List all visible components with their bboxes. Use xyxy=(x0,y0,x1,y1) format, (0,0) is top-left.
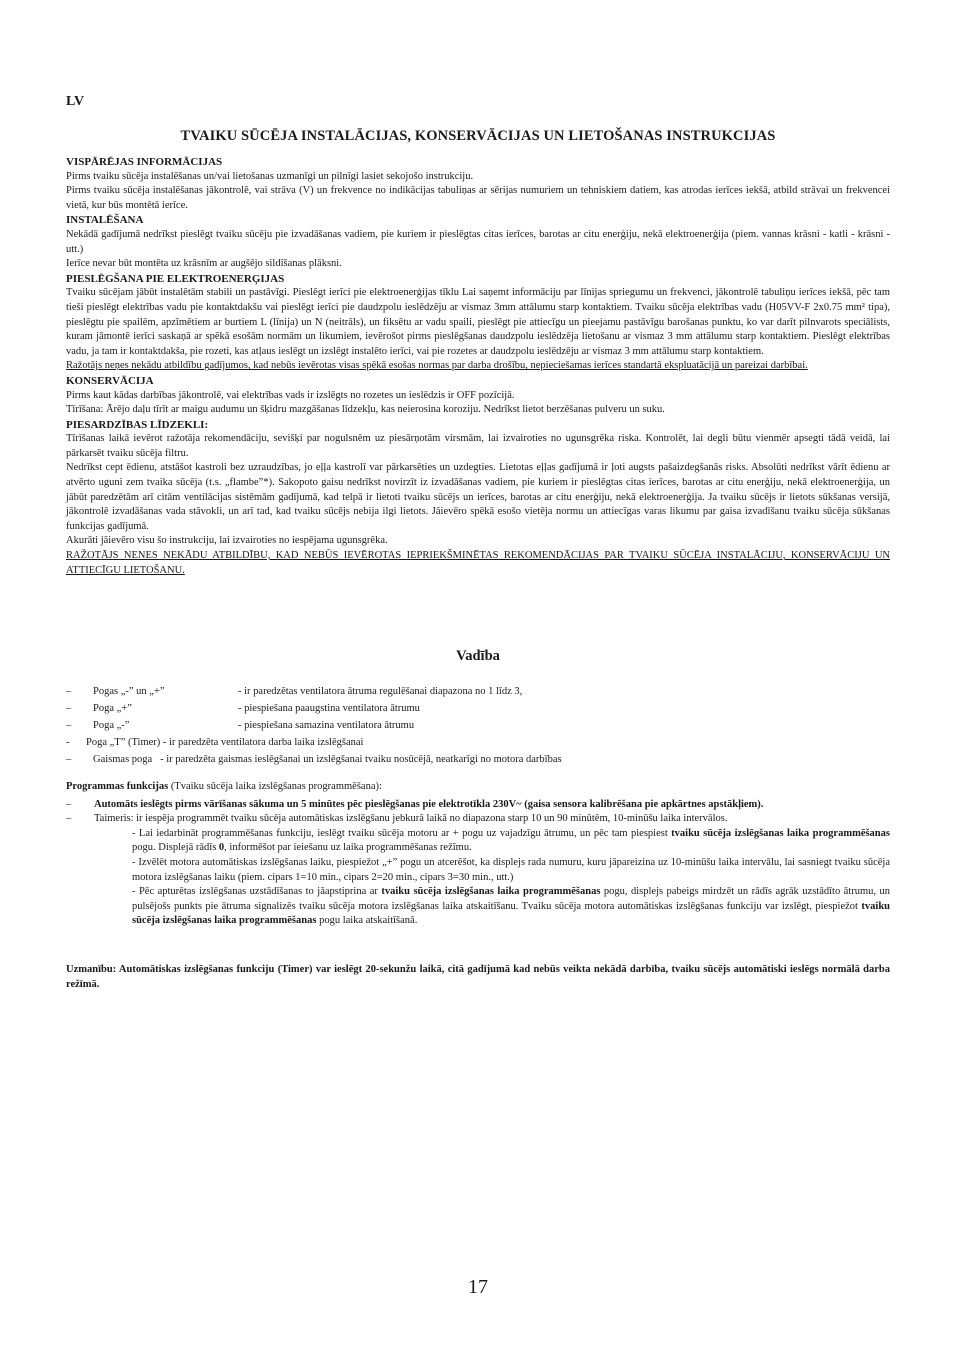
program-functions xyxy=(66,780,890,929)
list-item xyxy=(66,683,890,700)
auto-mode-text: Automāts ieslēgts pirms vārīšanas sākuma un 5 minūtes pēc pieslēgšanas pie elektrotīkla 230V~ (gaisa sensora kalibrēšana pie apkārtnes apstākļiem). xyxy=(94,798,764,810)
language-code: LV xyxy=(66,94,85,109)
dash-bullet: – xyxy=(66,798,72,810)
list-item xyxy=(66,700,890,717)
instructions-body xyxy=(66,155,890,578)
paragraph: Tīrīšanas laikā ievērot ražotāja rekomendāciju, sevišķi par nogulsnēm uz piesārņotām virsmām, lai izvairoties no ugunsgrēka riska. Kontrolēt, lai degli būtu vienmēr apsegti tādā veidā, lai pārkarsēt tvaiku sūcēja filtru. xyxy=(66,433,890,459)
dash-bullet: – xyxy=(66,703,72,714)
section-heading-safety: PIESARDZĪBAS LĪDZEKLI: xyxy=(66,418,209,431)
dash-bullet: – xyxy=(66,686,72,697)
control-label: Gaismas poga xyxy=(93,754,153,765)
controls-title: Vadība xyxy=(456,648,500,664)
section-heading-conservation: KONSERVĀCIJA xyxy=(66,374,154,387)
paragraph: Tīrīšana: Ārējo daļu tīrīt ar maigu audumu un šķidru mazgāšanas līdzekļu, kas neierosina koroziju. Nedrīkst lietot berzēšanas pulveru un suku. xyxy=(66,404,665,416)
list-item xyxy=(66,717,890,734)
list-item xyxy=(66,751,890,768)
paragraph: Akurāti jāievēro visu šo instrukciju, lai izvairoties no iespējama ugunsgrēka. xyxy=(66,535,388,547)
document-title: TVAIKU SŪCĒJA INSTALĀCIJAS, KONSERVĀCIJAS UN LIETOŠANAS INSTRUKCIJAS xyxy=(180,128,776,144)
paragraph: Pirms tvaiku sūcēja instalēšanas jākontrolē, vai strāva (V) un frekvence no indikācijas tabuliņas ar sērijas numuriem un tehniskiem datiem, kas atrodas ierīces iekšā, atbild strāvai un frekvencei vietā, kur būs montētā ierīce. xyxy=(66,185,890,211)
paragraph: Pirms kaut kādas darbības jākontrolē, vai elektrības vads ir izslēgts no rozetes un ieslēdzis ir OFF pozīcijā. xyxy=(66,389,515,401)
dash-bullet: – xyxy=(66,720,72,731)
control-label: Poga „T” (Timer) xyxy=(86,737,161,748)
program-heading-bold: Programmas funkcijas xyxy=(66,781,169,792)
list-item xyxy=(66,734,890,751)
paragraph: Nedrīkst cept ēdienu, atstāšot kastroli bez uzraudzības, jo eļļa kastrolī var pārkarsēties un uzdegties. Lietotas eļļas gadījumā ir ļoti augsts pašaizdegšanās risks. Absolūti nedrīkst vārīt ēdienu ar atvērto uguni zem tvaika sūcēja (t.s. „flambe”*). Sakopoto gaisu nedrīkst novirzīt iz izvadāšanas vadiem, pie kuriem ir pieslēgtas citas ierīces, barotas ar citu enerģiju, nekā elektroenerģija, un jābūt paredzētām arī citām ventilācijas sistēmām gadījumā, kad telpā ir lietoti tvaiku sūcējs un ierīces, barotas ar citu enerģiju, nekā elektroenerģija. Ja tvaiku sūcējs ir lietots sūkšanas versijā, jākontrolē izvadāšanas vada stāvokli, un arī tad, kad tvaiku sūcējs nebija ilgi lietots. Jāievēro spēkā esošo vietēja normu un attiecīgas varas likumu par gaisa izvadīšanu tvaiku sūcēja sūkšanas funkcijas gadījumā. xyxy=(66,462,890,532)
control-description: - ir paredzēta gaismas ieslēgšanai un izslēgšanai tvaiku nosūcējā, neatkarīgi no motora darbības xyxy=(160,754,562,765)
control-description: - ir paredzēta ventilatora darba laika izslēgšanai xyxy=(162,737,364,748)
paragraph: Ierīce nevar būt montēta uz krāsnīm ar augšējo sildīšanas plāksni. xyxy=(66,258,342,270)
control-description: - ir paredzētas ventilatora ātruma regulēšanai diapazona no 1 līdz 3, xyxy=(238,686,523,697)
control-label: Pogas „-” un „+” xyxy=(93,686,165,697)
program-heading xyxy=(66,780,890,795)
page-number: 17 xyxy=(468,1276,488,1298)
section-heading-install: INSTALĒŠANA xyxy=(66,214,144,227)
paragraph: Nekādā gadījumā nedrīkst pieslēgt tvaiku sūcēju pie izvadāšanas vadiem, pie kuriem ir pieslēgtas citas ierīces, barotas ar citu enerģiju, nekā elektroenerģija (piem. vannas krāsni - katli - krāsni - utt.) xyxy=(66,228,890,255)
list-item xyxy=(66,798,890,813)
section-heading-electric: PIESLĒGŠANA PIE ELEKTROENERĢIJAS xyxy=(66,272,285,285)
list-item xyxy=(66,812,890,827)
paragraph: Pirms tvaiku sūcēja instalēšanas un/vai lietošanas uzmanīgi un pilnīgi lasiet sekojošo instrukciju. xyxy=(66,170,474,182)
timer-step-3: - Pēc apturētas izslēgšanas uzstādīšanas to jāapstiprina ar tvaiku sūcēja izslēgšanas laika programmēšanas pogu, displejs pabeigs mirdzēt un rādīs agrāk uzstādīto ātrumu, un pulsējošs punkts pie ātruma signalizēs tvaiku sūcēja motora izslēgšanas laika atskaitīšanu. Tvaiku sūcēja motora automātiskas izslēgšanas funkciju var izslēgt, piespiežot tvaiku sūcēja izslēgšanas laika programmēšanas pogu laika atskaitīšanā. xyxy=(132,886,891,927)
control-label: Poga „+” xyxy=(93,703,132,714)
control-description: - piespiešana paaugstina ventilatora ātrumu xyxy=(238,703,420,714)
liability-notice: Ražotājs neņes nekādu atbildību gadījumos, kad nebūs ievērotas visas spēkā esošas normas par darba drošību, nepieciešamas ierīces standartā ekspluatācijā un pareizai darbībai. xyxy=(66,360,808,372)
program-heading-rest: (Tvaiku sūcēja laika izslēgšanas programmēšana): xyxy=(168,781,382,792)
dash-bullet: - xyxy=(66,737,70,748)
timer-text: Taimeris: ir iespēja programmēt tvaiku sūcēja automātiskas izslēgšanu jebkurā laikā no diapazona starp 10 un 90 minūtēm, 10-minūšu laika intervālos. xyxy=(94,813,728,825)
manufacturer-disclaimer: RAŽOTĀJS NENES NEKĀDU ATBILDĪBU, KAD NEBŪS IEVĒROTAS IEPRIEKŠMINĒTAS REKOMENDĀCIJAS PAR TVAIKU SŪCĒJA INSTALĀCIJU, KONSERVĀCIJU UN ATTIECĪGU LIETOŠANU. xyxy=(66,550,890,576)
warning-note: Uzmanību: Automātiskas izslēgšanas funkciju (Timer) var ieslēgt 20-sekunžu laikā, citā gadījumā kad nebūs veikta nekādā darbība, tvaiku sūcējs automātiski ieslēgs normālā darba režīmā. xyxy=(66,964,890,990)
control-label: Poga „-” xyxy=(93,720,130,731)
paragraph: Tvaiku sūcējam jābūt instalētām stabili un pastāvīgi. Pieslēgt ierīci pie elektroenerģijas tīklu Lai saņemt informāciju par līnijas spriegumu un frekvenci, jākontrolē tabuliņu ierīces iekšā, pēc tam tieši pieslēgt elektrības vadu pie kontaktdakšu vai pieslēgt ierīci pie daudzpolu ieslēdzēju ar vismaz 3mm attālumu starp kontaktiem. Tvaiku sūcēja elektrības vadu (H05VV-F 2x0.75 mm² tipa), pieslēgtu pie spailēm, apzīmētiem ar burtiem L (līnija) un N (neitrāls), un fiksētu ar vadu spaili, pieslēgt pie attiecīgu un pieejamu pastāvīgu barošanas punktu, ko var darīt pilnvarots speciālists, kuram jāmontē ierīci saskaņā ar spēkā esošām normām un likumiem, ievērošot pirms pieslēgšanas daudzpolu ieslēdzēja lietošanu ar vismaz 3 mm attālumu starp kontaktiem. Pieslēgt elektrības vadu, ja tam ir kontaktdakša, pie rozeti, kas atļaus ieslēgt un izslēgt instalēto ierīci, vai pie rozetes ar daudzpolu ieslēdzēju ar vismaz 3 mm attālumu starp kontaktiem. xyxy=(66,287,890,357)
dash-bullet: – xyxy=(66,754,72,765)
controls-list xyxy=(66,683,890,768)
section-heading-general: VISPĀRĒJAS INFORMĀCIJAS xyxy=(66,156,223,168)
dash-bullet: – xyxy=(66,813,72,825)
control-description: - piespiešana samazina ventilatora ātrumu xyxy=(238,720,415,731)
timer-step-1: - Lai iedarbināt programmēšanas funkciju, ieslēgt tvaiku sūcēja motoru ar + pogu uz vajadzīgu ātrumu, un pēc tam piespiest tvaiku sūcēja izslēgšanas laika programmēšanas pogu. Displejā rādīs 0, informēšot par ieiešanu uz laika programmēšanas režīmu. xyxy=(132,827,890,854)
timer-step-2: - Izvēlēt motora automātiskas izslēgšanas laiku, piespiežot „+” pogu un atcerēšot, ka displejs rada numuru, kuru jāpareizina uz 10-minūšu laika intervālu, lai sasniegt tvaiku sūcēja motora izslēgšanas laiku (piem. cipars 1=10 min., cipars 2=20 min., cipars 3=30 min., utt.) xyxy=(132,856,890,883)
